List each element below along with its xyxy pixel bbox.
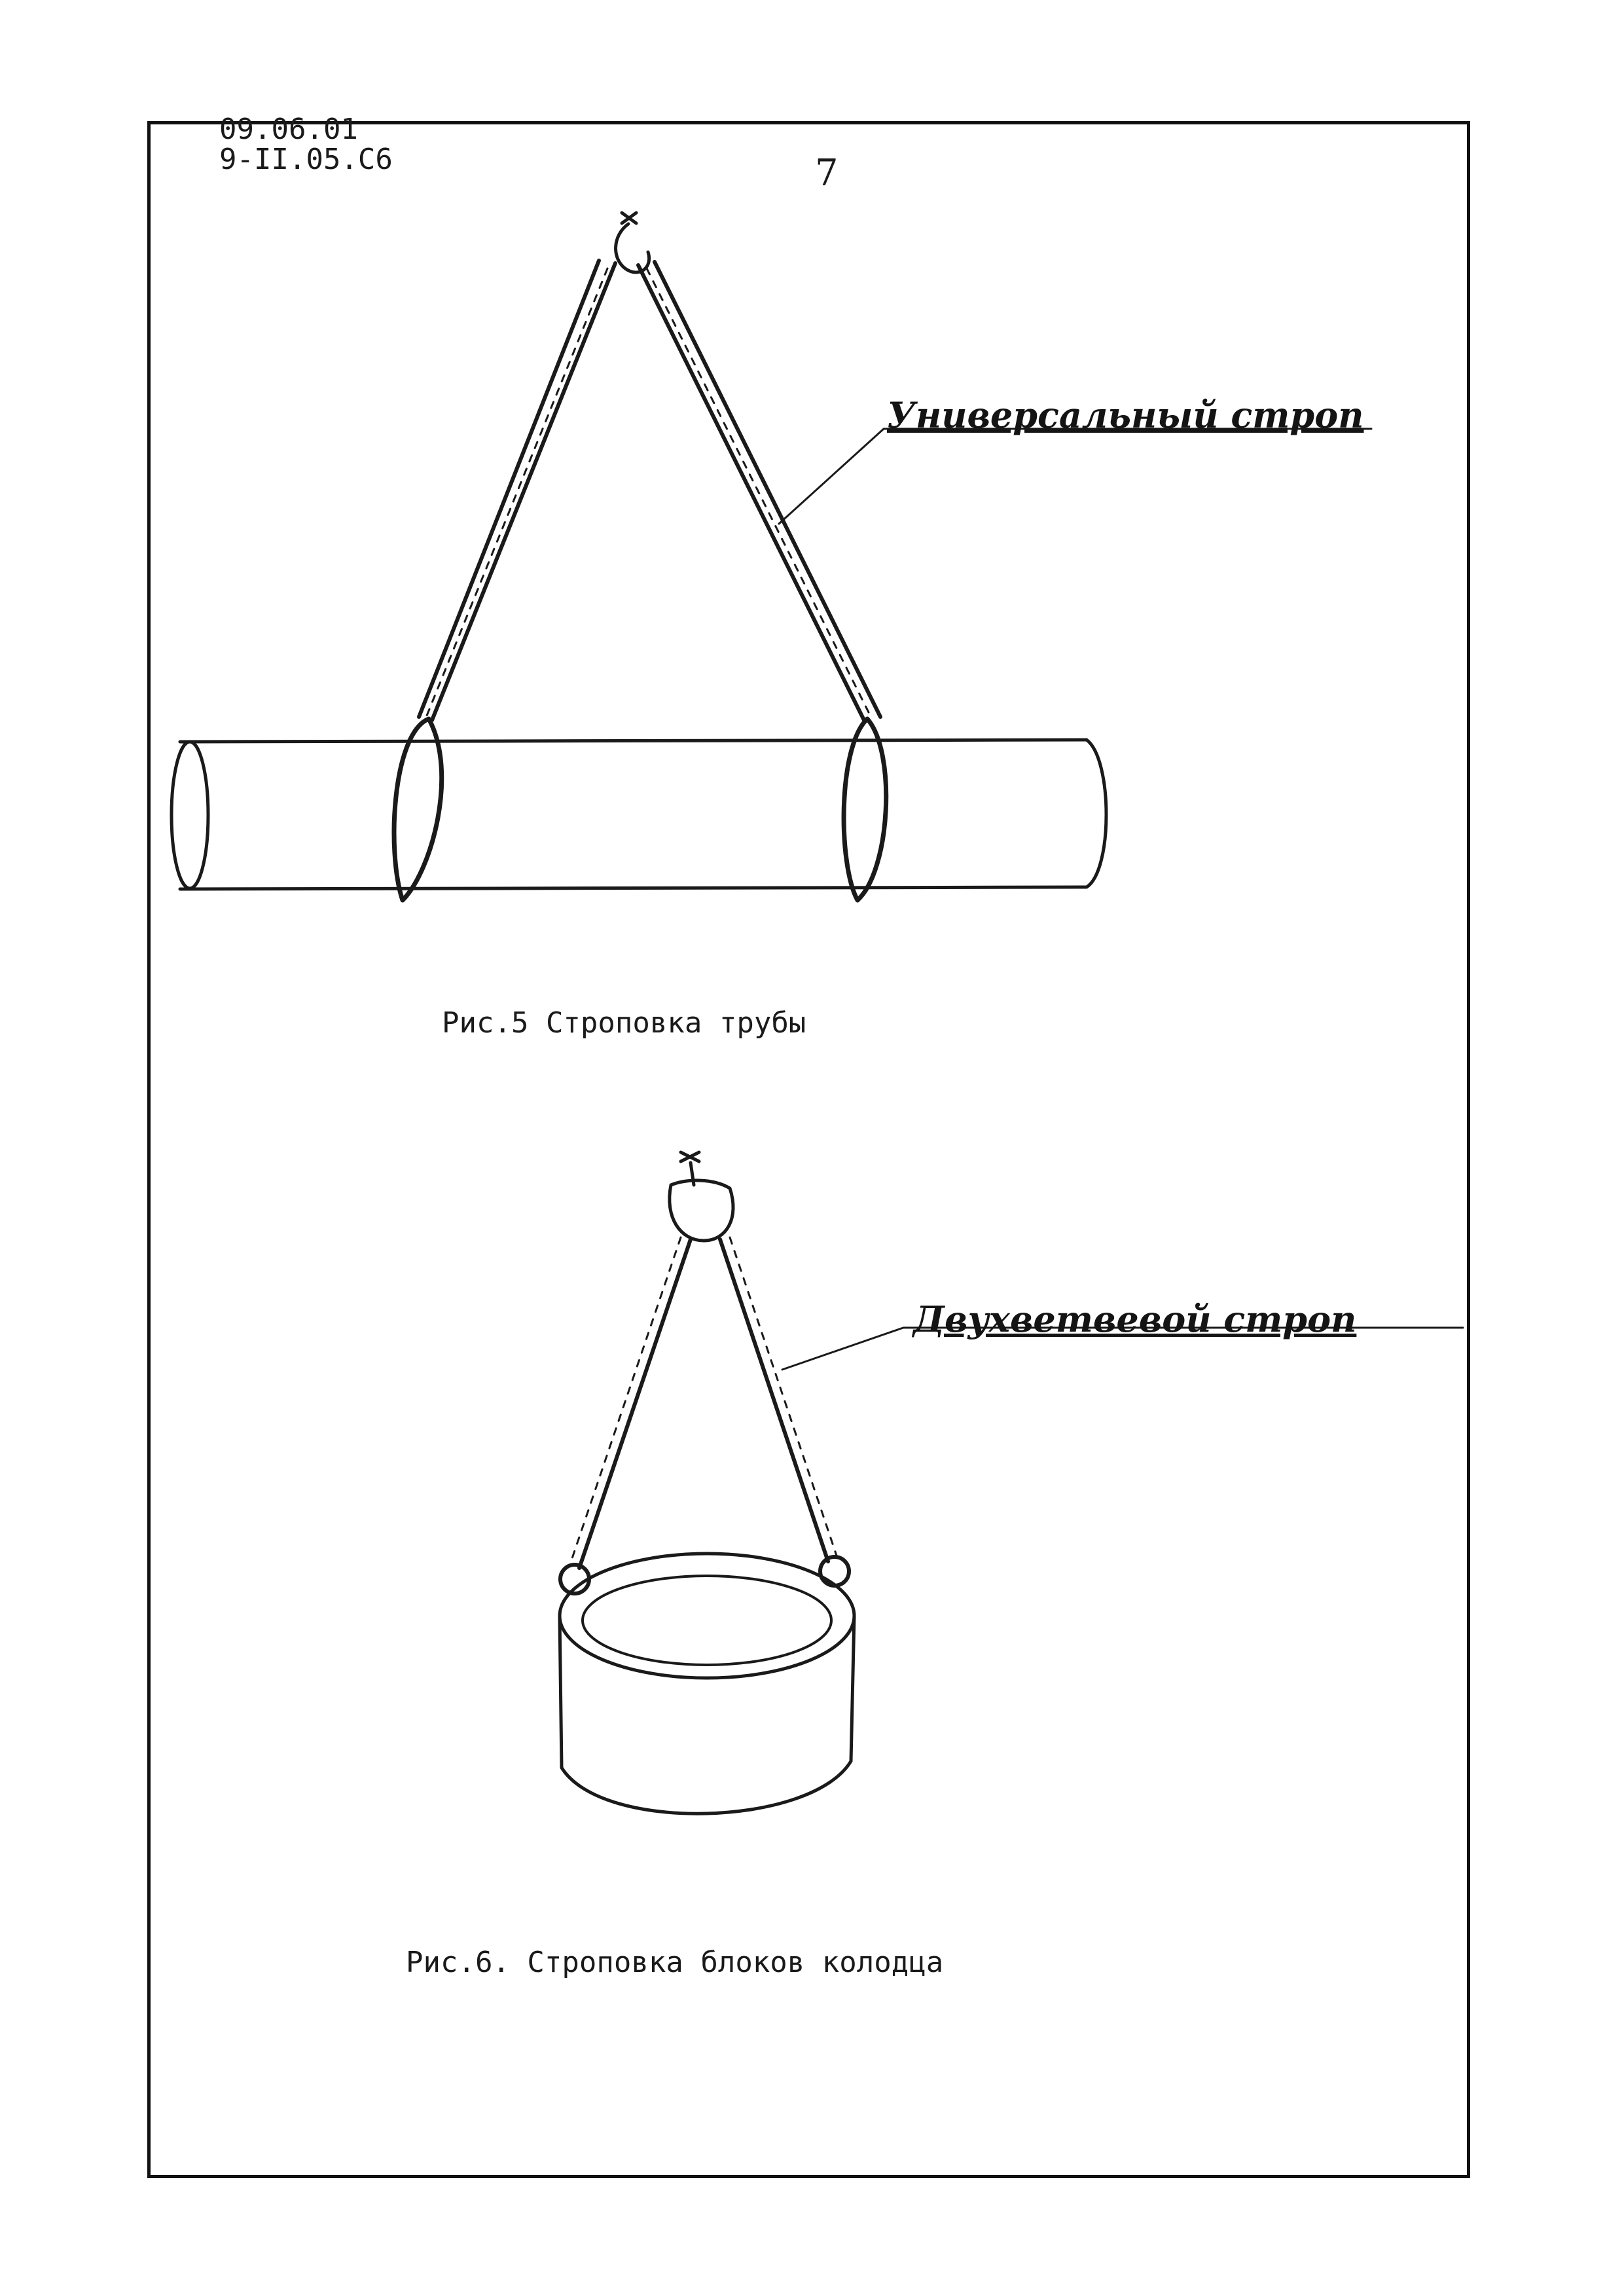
callout-universal-sling-label: Универсальный строп [887,394,1364,436]
ring-right-wall [851,1616,854,1761]
page-number: 7 [815,152,839,194]
figure-5-caption: Рис.5 Строповка трубы [442,1006,806,1040]
shackle-right [820,1557,849,1586]
document-code-line-2: 9-II.05.C6 [219,143,393,176]
sling-leg-left [579,1239,691,1568]
hook-ring [670,1180,733,1241]
ring-inner-rim [583,1576,831,1665]
ring-bottom-edge [562,1761,851,1813]
callout-two-leg-sling-label: Двухветвевой строп [913,1298,1357,1340]
hook-icon [681,1152,699,1161]
sling-leg-left-twist [569,1237,681,1566]
document-code-line-1: 09.06.01 [219,113,358,146]
ring-outer-rim [560,1554,854,1678]
figure-6-caption: Рис.6. Строповка блоков колодца [406,1946,944,1979]
sling-leg-right-twist [730,1237,838,1559]
sling-leg-right [720,1239,828,1561]
ring-left-wall [560,1617,562,1768]
